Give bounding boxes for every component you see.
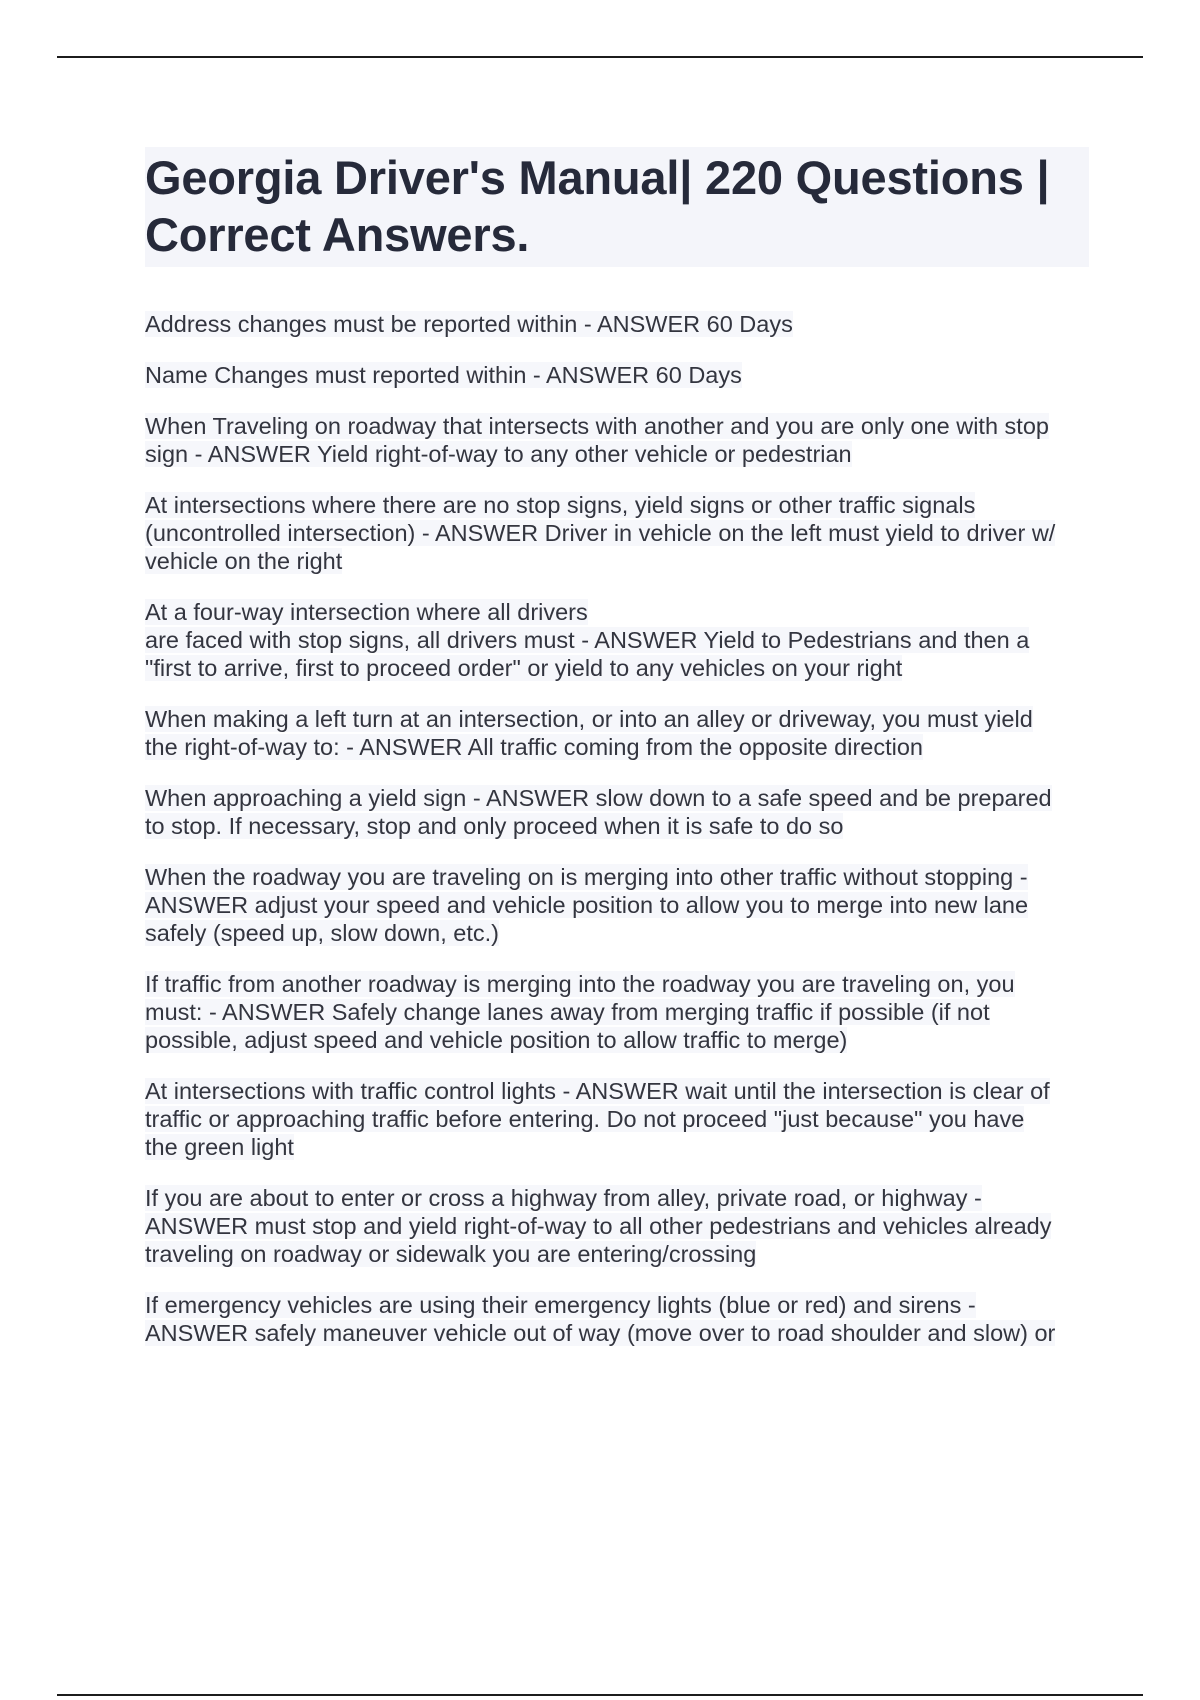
qa-line <box>145 519 1095 547</box>
qa-line <box>145 491 1095 519</box>
qa-line <box>145 919 1095 947</box>
qa-line-text: ANSWER adjust your speed and vehicle position to allow you to merge into new lane <box>145 892 1029 918</box>
qa-line <box>145 1184 1095 1212</box>
qa-line <box>145 1319 1095 1347</box>
qa-line <box>145 412 1095 440</box>
qa-line-text: If emergency vehicles are using their emergency lights (blue or red) and sirens - <box>145 1292 976 1318</box>
qa-line-text: When Traveling on roadway that intersects with another and you are only one with stop <box>145 413 1049 439</box>
qa-line-text: At intersections where there are no stop signs, yield signs or other traffic signals <box>145 492 976 518</box>
qa-line-text: the green light <box>145 1134 294 1160</box>
qa-line-text: to stop. If necessary, stop and only proceed when it is safe to do so <box>145 813 844 839</box>
qa-line-text: the right-of-way to: - ANSWER All traffic coming from the opposite direction <box>145 734 923 760</box>
qa-line <box>145 812 1095 840</box>
qa-line <box>145 705 1095 733</box>
qa-line-text: At a four-way intersection where all drivers <box>145 599 588 625</box>
title-heading <box>145 149 1089 263</box>
qa-line-text: At intersections with traffic control lights - ANSWER wait until the intersection is clear of <box>145 1078 1050 1104</box>
qa-line-text: vehicle on the right <box>145 548 343 574</box>
qa-line-text: sign - ANSWER Yield right-of-way to any other vehicle or pedestrian <box>145 441 852 467</box>
qa-line <box>145 970 1095 998</box>
qa-line-text: possible, adjust speed and vehicle position to allow traffic to merge) <box>145 1027 848 1053</box>
top-divider <box>57 56 1143 58</box>
qa-line <box>145 1212 1095 1240</box>
qa-item <box>145 598 1095 682</box>
qa-item <box>145 412 1095 468</box>
qa-line <box>145 998 1095 1026</box>
qa-line-text: ANSWER safely maneuver vehicle out of way (move over to road shoulder and slow) or <box>145 1320 1056 1346</box>
qa-line <box>145 310 1095 338</box>
qa-item <box>145 970 1095 1054</box>
qa-item <box>145 1077 1095 1161</box>
qa-item <box>145 310 1095 338</box>
qa-line-text: If you are about to enter or cross a highway from alley, private road, or highway - <box>145 1185 982 1211</box>
qa-line-text: Name Changes must reported within - ANSWER 60 Days <box>145 362 742 388</box>
qa-line-text: If traffic from another roadway is merging into the roadway you are traveling on, you <box>145 971 1015 997</box>
title-line-1: Georgia Driver's Manual| 220 Questions | <box>145 151 1050 204</box>
qa-item <box>145 1184 1095 1268</box>
qa-line <box>145 891 1095 919</box>
qa-line-text: When approaching a yield sign - ANSWER slow down to a safe speed and be prepared <box>145 785 1052 811</box>
qa-line <box>145 733 1095 761</box>
qa-line <box>145 1105 1095 1133</box>
qa-line <box>145 1026 1095 1054</box>
qa-line-text: traveling on roadway or sidewalk you are entering/crossing <box>145 1241 757 1267</box>
qa-line <box>145 654 1095 682</box>
qa-line-text: Address changes must be reported within - ANSWER 60 Days <box>145 311 793 337</box>
qa-line-text: are faced with stop signs, all drivers must - ANSWER Yield to Pedestrians and then a <box>145 627 1030 653</box>
qa-line <box>145 361 1095 389</box>
qa-line <box>145 626 1095 654</box>
qa-line <box>145 863 1095 891</box>
bottom-divider <box>57 1694 1143 1696</box>
qa-line <box>145 598 1095 626</box>
qa-line <box>145 1133 1095 1161</box>
qa-item <box>145 361 1095 389</box>
question-answer-list <box>145 310 1095 1370</box>
qa-item <box>145 863 1095 947</box>
title-line-2: Correct Answers. <box>145 208 530 261</box>
qa-line <box>145 1240 1095 1268</box>
qa-line-text: safely (speed up, slow down, etc.) <box>145 920 499 946</box>
qa-item <box>145 784 1095 840</box>
qa-line <box>145 440 1095 468</box>
qa-line <box>145 547 1095 575</box>
qa-line-text: (uncontrolled intersection) - ANSWER Driver in vehicle on the left must yield to driver w/ <box>145 520 1056 546</box>
qa-line <box>145 1291 1095 1319</box>
qa-line-text: "first to arrive, first to proceed order" or yield to any vehicles on your right <box>145 655 903 681</box>
qa-line <box>145 1077 1095 1105</box>
qa-line <box>145 784 1095 812</box>
document-title <box>145 147 1089 267</box>
qa-line-text: must: - ANSWER Safely change lanes away from merging traffic if possible (if not <box>145 999 990 1025</box>
qa-line-text: When the roadway you are traveling on is merging into other traffic without stopping - <box>145 864 1028 890</box>
qa-line-text: ANSWER must stop and yield right-of-way to all other pedestrians and vehicles already <box>145 1213 1052 1239</box>
qa-item <box>145 491 1095 575</box>
qa-item <box>145 1291 1095 1347</box>
qa-line-text: When making a left turn at an intersection, or into an alley or driveway, you must yield <box>145 706 1033 732</box>
qa-item <box>145 705 1095 761</box>
qa-line-text: traffic or approaching traffic before entering. Do not proceed "just because" you have <box>145 1106 1025 1132</box>
